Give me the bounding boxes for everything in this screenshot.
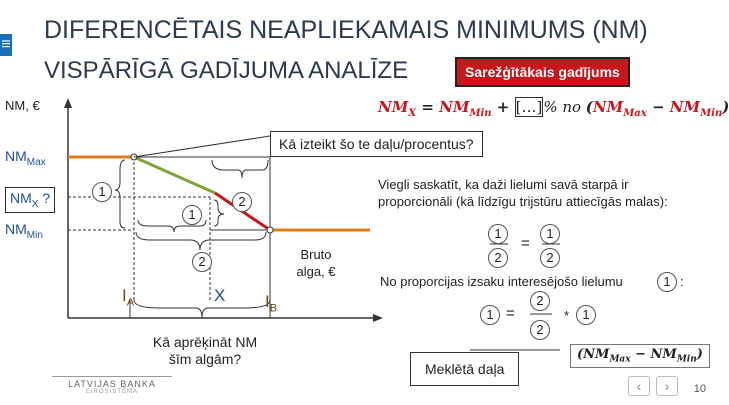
brace-left-1 <box>115 160 125 228</box>
prop-n2-left: 2 <box>488 248 508 268</box>
explanation-paragraph: Viegli saskatīt, ka daži lielumi savā starpā ir proporcionāli (kā līdzīgu trijstūru attiecīgās malas): <box>378 177 668 209</box>
question-connector <box>134 136 270 157</box>
prop-n1-right: 1 <box>540 224 560 244</box>
page-number: 10 <box>693 383 706 395</box>
next-slide-icon[interactable]: › <box>656 376 678 396</box>
nm-min-label: $NM_{Min}$ <box>5 221 43 241</box>
ia-label: $I_A$ <box>122 286 135 309</box>
formula-nmx: $NM_X$ <box>378 98 417 119</box>
marker-2-top: 2 <box>232 192 252 212</box>
marker-1-bottom: 1 <box>182 205 202 225</box>
instruction-num: 1 <box>657 272 677 292</box>
brace-right-1 <box>214 200 224 226</box>
formula-nmmin: $NM_{Min}$ <box>439 98 492 119</box>
eq2-equals: = <box>506 305 515 322</box>
bottom-brace <box>134 300 270 318</box>
eq2-mult: * <box>564 308 570 323</box>
prop-n1-left: 1 <box>488 224 508 244</box>
ib-label: $I_B$ <box>265 292 278 315</box>
slide-nav[interactable] <box>628 376 678 396</box>
bottom-question: Kā aprēķināt NM šīm algām? <box>152 334 258 367</box>
nm-x-label: $NM_X$ ? <box>5 187 55 213</box>
y-axis-label: NM, € <box>5 98 40 113</box>
point-ib <box>267 227 273 233</box>
prop-equals: = <box>521 235 530 252</box>
x-mark-label: X <box>214 286 226 305</box>
question-box: Kā izteikt šo te daļu/procentus? <box>270 131 483 157</box>
brace-top-2 <box>212 160 268 178</box>
nm-max-label: $NM_{Max}$ <box>5 148 46 168</box>
x-axis-label: Bruto alga, € <box>296 247 336 279</box>
sought-part-box: Meklētā daļa <box>410 352 519 386</box>
case-badge: Sarežģītākais gadījums <box>455 57 630 87</box>
instruction-text: No proporcijas izsaku interesējošo lielumu <box>380 274 623 289</box>
eq2-den: 2 <box>530 320 550 340</box>
brace-bottom-2 <box>136 232 266 250</box>
x-axis-arrow <box>373 314 383 322</box>
marker-1-left: 1 <box>92 182 112 202</box>
instruction-colon: : <box>680 274 684 289</box>
prop-n2-right: 2 <box>540 248 560 268</box>
max-min-expression: $(NM_{Max} - NM_{Min})$ <box>570 344 710 368</box>
eq2-lhs: 1 <box>480 305 500 325</box>
bank-logo: LATVIJAS BANKA EIROSISTĒMA <box>52 376 172 395</box>
menu-icon[interactable]: ≡ <box>0 34 12 56</box>
main-formula: $NM_X = NM_{Min}$ + […]% no $(NM_{Max} - NM_{Min})$ <box>378 98 729 119</box>
page-subtitle: VISPĀRĪGĀ GADĪJUMA ANALĪZE <box>44 57 409 84</box>
prev-slide-icon[interactable]: ‹ <box>628 376 650 396</box>
marker-2-bottom: 2 <box>192 252 212 272</box>
eq2-rhs: 1 <box>576 305 596 325</box>
slope-green <box>134 157 215 193</box>
eq2-num: 2 <box>530 291 550 311</box>
formula-bracket: […] <box>515 98 543 116</box>
y-axis-arrow <box>64 98 72 108</box>
page-title: DIFERENCĒTAIS NEAPLIEKAMAIS MINIMUMS (NM) <box>44 16 648 44</box>
